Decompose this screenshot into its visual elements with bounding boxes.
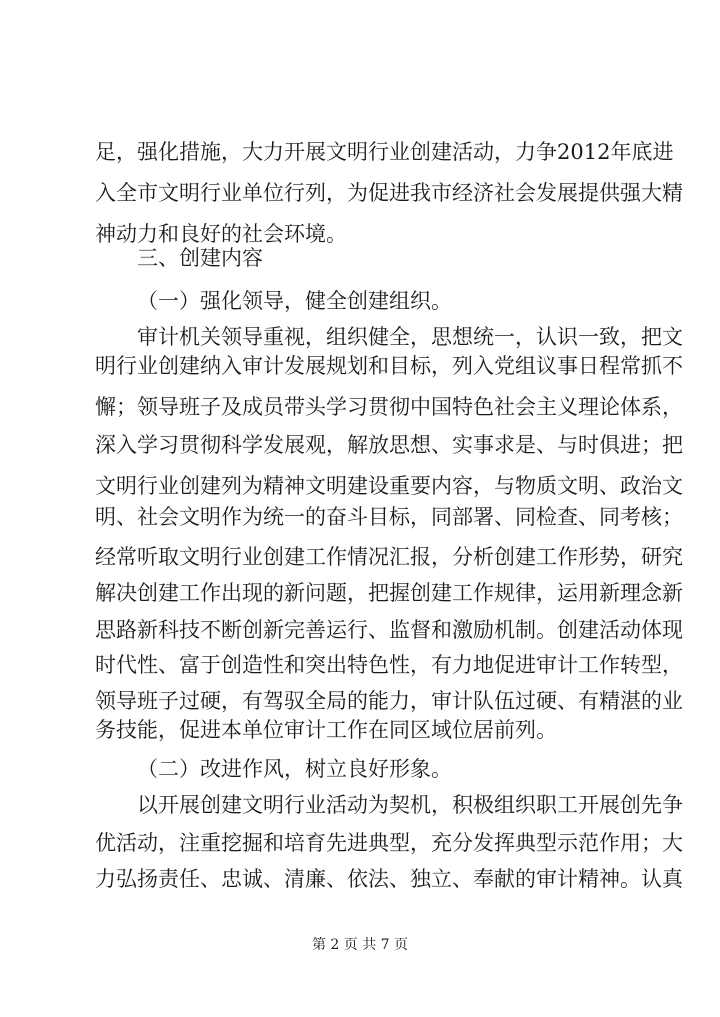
text-line: 优活动，注重挖掘和培育先进典型，充分发挥典型示范作用；大 bbox=[95, 831, 683, 855]
section-heading: 三、创建内容 bbox=[137, 246, 263, 270]
text-line: 经常听取文明行业创建工作情况汇报，分析创建工作形势，研究 bbox=[95, 545, 683, 569]
text-line: 深入学习贯彻科学发展观，解放思想、实事求是、与时俱进；把 bbox=[95, 433, 683, 457]
text-line: 懈；领导班子及成员带头学习贯彻中国特色社会主义理论体系， bbox=[95, 395, 683, 419]
text-line: 力弘扬责任、忠诚、清廉、依法、独立、奉献的审计精神。认真 bbox=[95, 867, 683, 891]
text-line: 入全市文明行业单位行列，为促进我市经济社会发展提供强大精 bbox=[95, 181, 683, 205]
text-line: 文明行业创建列为精神文明建设重要内容，与物质文明、政治文 bbox=[95, 474, 683, 498]
text-line: 务技能，促进本单位审计工作在同区域位居前列。 bbox=[95, 718, 557, 742]
text-line: 思路新科技不断创新完善运行、监督和激励机制。创建活动体现 bbox=[95, 618, 683, 642]
text-line: 足，强化措施，大力开展文明行业创建活动，力争2012年底进 bbox=[95, 140, 674, 164]
text-line: 解决创建工作出现的新问题，把握创建工作规律，运用新理念新 bbox=[95, 581, 683, 605]
text-line: 明行业创建纳入审计发展规划和目标，列入党组议事日程常抓不 bbox=[95, 354, 683, 378]
text-line: 明、社会文明作为统一的奋斗目标，同部署、同检查、同考核； bbox=[95, 505, 683, 529]
text-line: 以开展创建文明行业活动为契机，积极组织职工开展创先争 bbox=[137, 793, 683, 817]
subsection-heading: （二）改进作风，树立良好形象。 bbox=[137, 757, 452, 781]
text-line: 时代性、富于创造性和突出特色性，有力地促进审计工作转型， bbox=[95, 653, 683, 677]
subsection-heading: （一）强化领导，健全创建组织。 bbox=[137, 289, 452, 313]
text-line: 审计机关领导重视，组织健全，思想统一，认识一致，把文 bbox=[137, 325, 683, 349]
page-number: 第 2 页 共 7 页 bbox=[311, 937, 409, 953]
text-line: 领导班子过硬，有驾驭全局的能力，审计队伍过硬、有精湛的业 bbox=[95, 689, 683, 713]
text-line: 神动力和良好的社会环境。 bbox=[95, 222, 347, 246]
